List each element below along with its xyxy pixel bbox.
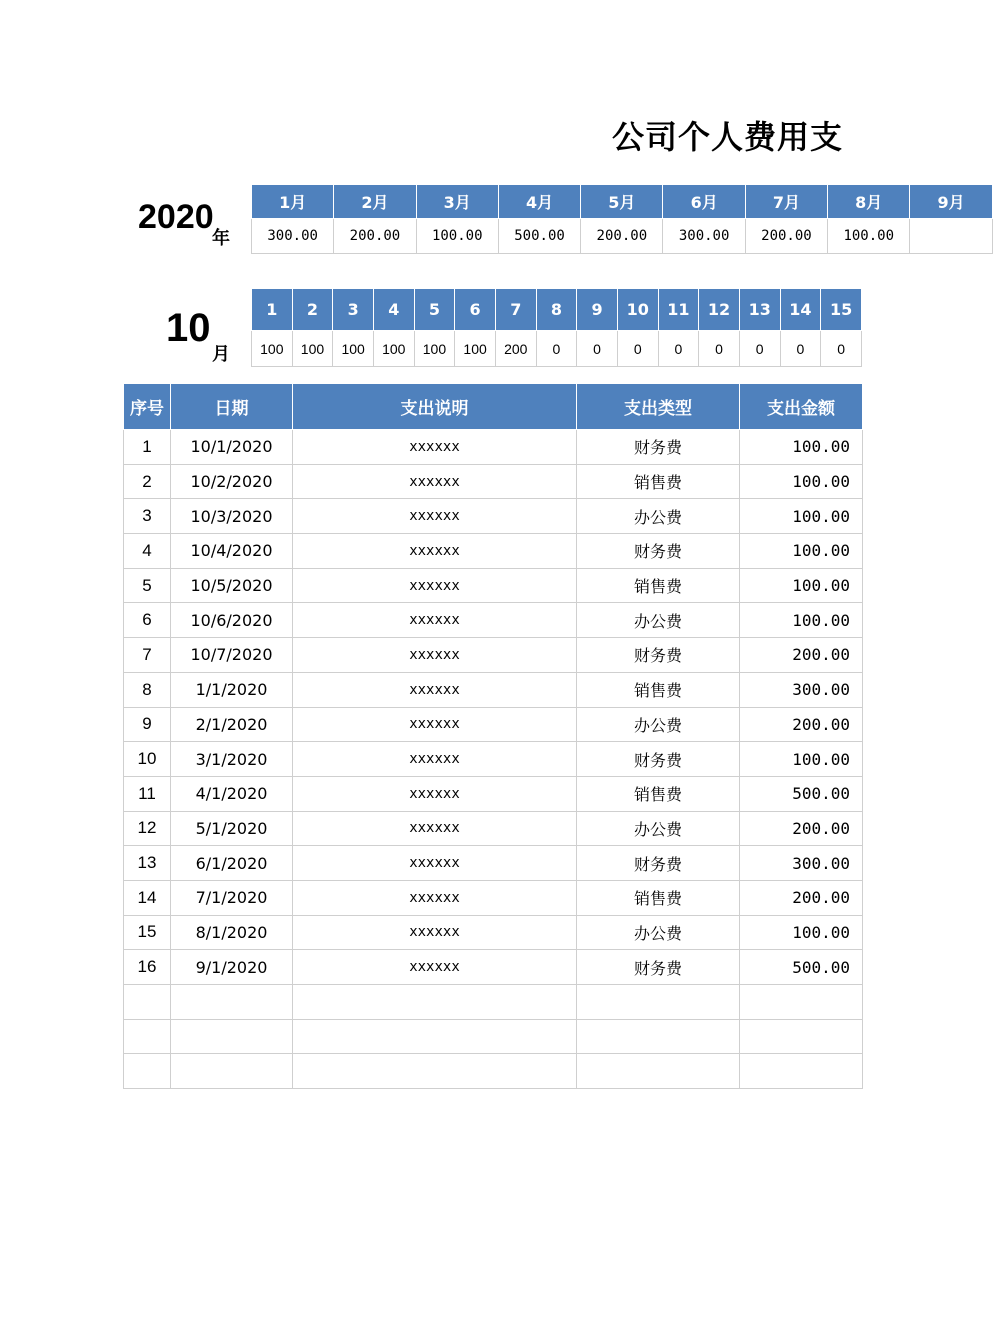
cell-description[interactable] [293, 1019, 577, 1054]
cell-index[interactable] [124, 1019, 171, 1054]
daily-summary-table [251, 288, 862, 367]
day-value-cell[interactable]: 100 [455, 331, 496, 367]
cell-date[interactable] [171, 1054, 293, 1089]
cell-amount[interactable]: 100.00 [740, 464, 863, 499]
day-header-cell[interactable]: 13 [739, 289, 780, 331]
cell-index[interactable]: 6 [124, 603, 171, 638]
cell-type[interactable] [577, 1054, 740, 1089]
cell-date[interactable]: 9/1/2020 [171, 950, 293, 985]
day-value-cell[interactable]: 0 [536, 331, 577, 367]
header-index[interactable]: 序号 [124, 384, 171, 430]
cell-amount[interactable]: 100.00 [740, 534, 863, 569]
table-row [124, 672, 863, 707]
table-row [124, 985, 863, 1020]
month-value-cell[interactable]: 300.00 [252, 219, 334, 254]
cell-description[interactable]: xxxxxx [293, 464, 577, 499]
day-value-cell[interactable]: 0 [617, 331, 658, 367]
cell-amount[interactable]: 100.00 [740, 568, 863, 603]
cell-index[interactable]: 5 [124, 568, 171, 603]
month-header-cell[interactable]: 8月 [828, 185, 910, 219]
table-row [124, 464, 863, 499]
table-row [124, 499, 863, 534]
month-header-cell[interactable]: 3月 [416, 185, 498, 219]
cell-description[interactable]: xxxxxx [293, 638, 577, 673]
cell-description[interactable]: xxxxxx [293, 776, 577, 811]
header-description[interactable]: 支出说明 [293, 384, 577, 430]
cell-description[interactable] [293, 1054, 577, 1089]
day-value-cell[interactable]: 0 [658, 331, 699, 367]
month-header-cell[interactable]: 6月 [663, 185, 745, 219]
header-amount[interactable]: 支出金额 [740, 384, 863, 430]
cell-amount[interactable]: 200.00 [740, 811, 863, 846]
month-header-cell[interactable]: 7月 [745, 185, 827, 219]
day-value-cell[interactable]: 100 [373, 331, 414, 367]
cell-index[interactable]: 11 [124, 776, 171, 811]
cell-index[interactable]: 14 [124, 880, 171, 915]
table-row [124, 707, 863, 742]
expense-table-header-row [124, 384, 863, 430]
month-value-cell[interactable]: 500.00 [498, 219, 580, 254]
cell-amount[interactable]: 500.00 [740, 776, 863, 811]
cell-date[interactable]: 10/6/2020 [171, 603, 293, 638]
monthly-summary-table [251, 184, 965, 254]
month-header-cell[interactable]: 2月 [334, 185, 416, 219]
cell-type[interactable]: 财务费 [577, 742, 740, 777]
table-row [124, 846, 863, 881]
cell-amount[interactable]: 200.00 [740, 707, 863, 742]
day-header-cell[interactable]: 8 [536, 289, 577, 331]
table-row [124, 950, 863, 985]
cell-type[interactable]: 销售费 [577, 776, 740, 811]
cell-date[interactable]: 1/1/2020 [171, 672, 293, 707]
day-value-cell[interactable]: 0 [739, 331, 780, 367]
cell-index[interactable]: 12 [124, 811, 171, 846]
cell-description[interactable]: xxxxxx [293, 846, 577, 881]
cell-index[interactable] [124, 1054, 171, 1089]
table-row [124, 638, 863, 673]
cell-date[interactable]: 10/2/2020 [171, 464, 293, 499]
cell-date[interactable]: 10/1/2020 [171, 430, 293, 465]
cell-description[interactable] [293, 985, 577, 1020]
cell-type[interactable]: 办公费 [577, 603, 740, 638]
expense-table [123, 383, 863, 1089]
year-unit-label: 年 [212, 228, 230, 249]
table-row [124, 534, 863, 569]
month-value: 10 [166, 306, 211, 350]
cell-date[interactable]: 5/1/2020 [171, 811, 293, 846]
table-row [124, 568, 863, 603]
cell-description[interactable]: xxxxxx [293, 499, 577, 534]
cell-index[interactable]: 15 [124, 915, 171, 950]
table-row [124, 776, 863, 811]
cell-amount[interactable] [740, 985, 863, 1020]
cell-type[interactable]: 财务费 [577, 950, 740, 985]
day-value-cell[interactable]: 100 [414, 331, 455, 367]
cell-description[interactable]: xxxxxx [293, 568, 577, 603]
day-header-cell[interactable]: 7 [495, 289, 536, 331]
cell-date[interactable]: 4/1/2020 [171, 776, 293, 811]
month-value-cell[interactable]: 300.00 [663, 219, 745, 254]
day-value-cell[interactable]: 100 [252, 331, 293, 367]
cell-description[interactable]: xxxxxx [293, 742, 577, 777]
day-value-cell[interactable]: 0 [780, 331, 821, 367]
day-header-cell[interactable]: 12 [699, 289, 740, 331]
day-header-cell[interactable]: 4 [373, 289, 414, 331]
cell-date[interactable]: 2/1/2020 [171, 707, 293, 742]
cell-amount[interactable]: 100.00 [740, 430, 863, 465]
cell-date[interactable]: 3/1/2020 [171, 742, 293, 777]
day-header-cell[interactable]: 9 [577, 289, 618, 331]
cell-index[interactable]: 9 [124, 707, 171, 742]
month-header-cell[interactable]: 9月 [910, 185, 992, 219]
cell-type[interactable]: 办公费 [577, 915, 740, 950]
month-value-cell[interactable]: 200.00 [745, 219, 827, 254]
table-row [124, 742, 863, 777]
cell-type[interactable]: 销售费 [577, 464, 740, 499]
cell-amount[interactable]: 300.00 [740, 846, 863, 881]
cell-description[interactable]: xxxxxx [293, 534, 577, 569]
month-value-cell[interactable]: 200.00 [334, 219, 416, 254]
cell-index[interactable]: 1 [124, 430, 171, 465]
cell-description[interactable]: xxxxxx [293, 950, 577, 985]
cell-amount[interactable]: 300.00 [740, 672, 863, 707]
day-value-cell[interactable]: 100 [333, 331, 374, 367]
cell-date[interactable]: 10/7/2020 [171, 638, 293, 673]
table-row [124, 603, 863, 638]
cell-index[interactable]: 8 [124, 672, 171, 707]
cell-type[interactable]: 财务费 [577, 638, 740, 673]
day-value-cell[interactable]: 0 [577, 331, 618, 367]
header-date[interactable]: 日期 [171, 384, 293, 430]
cell-index[interactable]: 7 [124, 638, 171, 673]
cell-amount[interactable]: 100.00 [740, 603, 863, 638]
day-header-cell[interactable]: 15 [821, 289, 862, 331]
cell-type[interactable] [577, 985, 740, 1020]
cell-description[interactable]: xxxxxx [293, 603, 577, 638]
day-header-cell[interactable]: 10 [617, 289, 658, 331]
cell-index[interactable]: 13 [124, 846, 171, 881]
cell-type[interactable]: 销售费 [577, 672, 740, 707]
cell-amount[interactable] [740, 1019, 863, 1054]
day-header-cell[interactable]: 3 [333, 289, 374, 331]
day-header-cell[interactable]: 1 [252, 289, 293, 331]
month-value-cell[interactable]: 200.00 [581, 219, 663, 254]
month-header-cell[interactable]: 5月 [581, 185, 663, 219]
cell-date[interactable]: 10/4/2020 [171, 534, 293, 569]
month-header-cell[interactable]: 4月 [498, 185, 580, 219]
cell-index[interactable]: 3 [124, 499, 171, 534]
cell-date[interactable]: 10/5/2020 [171, 568, 293, 603]
monthly-header-row [252, 185, 993, 219]
cell-description[interactable]: xxxxxx [293, 707, 577, 742]
day-value-cell[interactable]: 0 [699, 331, 740, 367]
cell-type[interactable]: 财务费 [577, 534, 740, 569]
table-row [124, 811, 863, 846]
day-header-cell[interactable]: 11 [658, 289, 699, 331]
month-value-cell[interactable]: 100.00 [828, 219, 910, 254]
table-row [124, 1019, 863, 1054]
day-header-cell[interactable]: 6 [455, 289, 496, 331]
table-row [124, 880, 863, 915]
day-header-cell[interactable]: 5 [414, 289, 455, 331]
table-row [124, 915, 863, 950]
cell-date[interactable]: 7/1/2020 [171, 880, 293, 915]
day-value-cell[interactable]: 100 [292, 331, 333, 367]
table-row [124, 1054, 863, 1089]
cell-amount[interactable] [740, 1054, 863, 1089]
day-value-cell[interactable]: 0 [821, 331, 862, 367]
cell-type[interactable]: 财务费 [577, 846, 740, 881]
cell-type[interactable]: 办公费 [577, 707, 740, 742]
month-value-cell[interactable]: 100.00 [416, 219, 498, 254]
cell-type[interactable]: 办公费 [577, 811, 740, 846]
cell-index[interactable]: 16 [124, 950, 171, 985]
cell-type[interactable]: 销售费 [577, 568, 740, 603]
cell-amount[interactable]: 100.00 [740, 915, 863, 950]
cell-date[interactable] [171, 985, 293, 1020]
day-header-cell[interactable]: 14 [780, 289, 821, 331]
month-value-cell[interactable] [910, 219, 992, 254]
month-unit-label: 月 [212, 344, 230, 365]
cell-description[interactable]: xxxxxx [293, 672, 577, 707]
cell-type[interactable]: 财务费 [577, 430, 740, 465]
day-header-cell[interactable]: 2 [292, 289, 333, 331]
cell-type[interactable] [577, 1019, 740, 1054]
daily-header-row [252, 289, 862, 331]
cell-description[interactable]: xxxxxx [293, 811, 577, 846]
cell-description[interactable]: xxxxxx [293, 915, 577, 950]
cell-type[interactable]: 办公费 [577, 499, 740, 534]
cell-amount[interactable]: 100.00 [740, 742, 863, 777]
cell-date[interactable]: 8/1/2020 [171, 915, 293, 950]
day-value-cell[interactable]: 200 [495, 331, 536, 367]
cell-date[interactable] [171, 1019, 293, 1054]
year-value: 2020 [138, 198, 214, 236]
cell-amount[interactable]: 500.00 [740, 950, 863, 985]
month-header-cell[interactable]: 1月 [252, 185, 334, 219]
cell-description[interactable]: xxxxxx [293, 430, 577, 465]
cell-amount[interactable]: 100.00 [740, 499, 863, 534]
daily-value-row [252, 331, 862, 367]
cell-index[interactable]: 2 [124, 464, 171, 499]
cell-date[interactable]: 6/1/2020 [171, 846, 293, 881]
cell-date[interactable]: 10/3/2020 [171, 499, 293, 534]
header-type[interactable]: 支出类型 [577, 384, 740, 430]
cell-index[interactable]: 10 [124, 742, 171, 777]
cell-description[interactable]: xxxxxx [293, 880, 577, 915]
cell-type[interactable]: 销售费 [577, 880, 740, 915]
page-title: 公司个人费用支 [612, 118, 844, 156]
table-row [124, 430, 863, 465]
monthly-value-row [252, 219, 993, 254]
cell-index[interactable] [124, 985, 171, 1020]
cell-amount[interactable]: 200.00 [740, 880, 863, 915]
cell-amount[interactable]: 200.00 [740, 638, 863, 673]
cell-index[interactable]: 4 [124, 534, 171, 569]
